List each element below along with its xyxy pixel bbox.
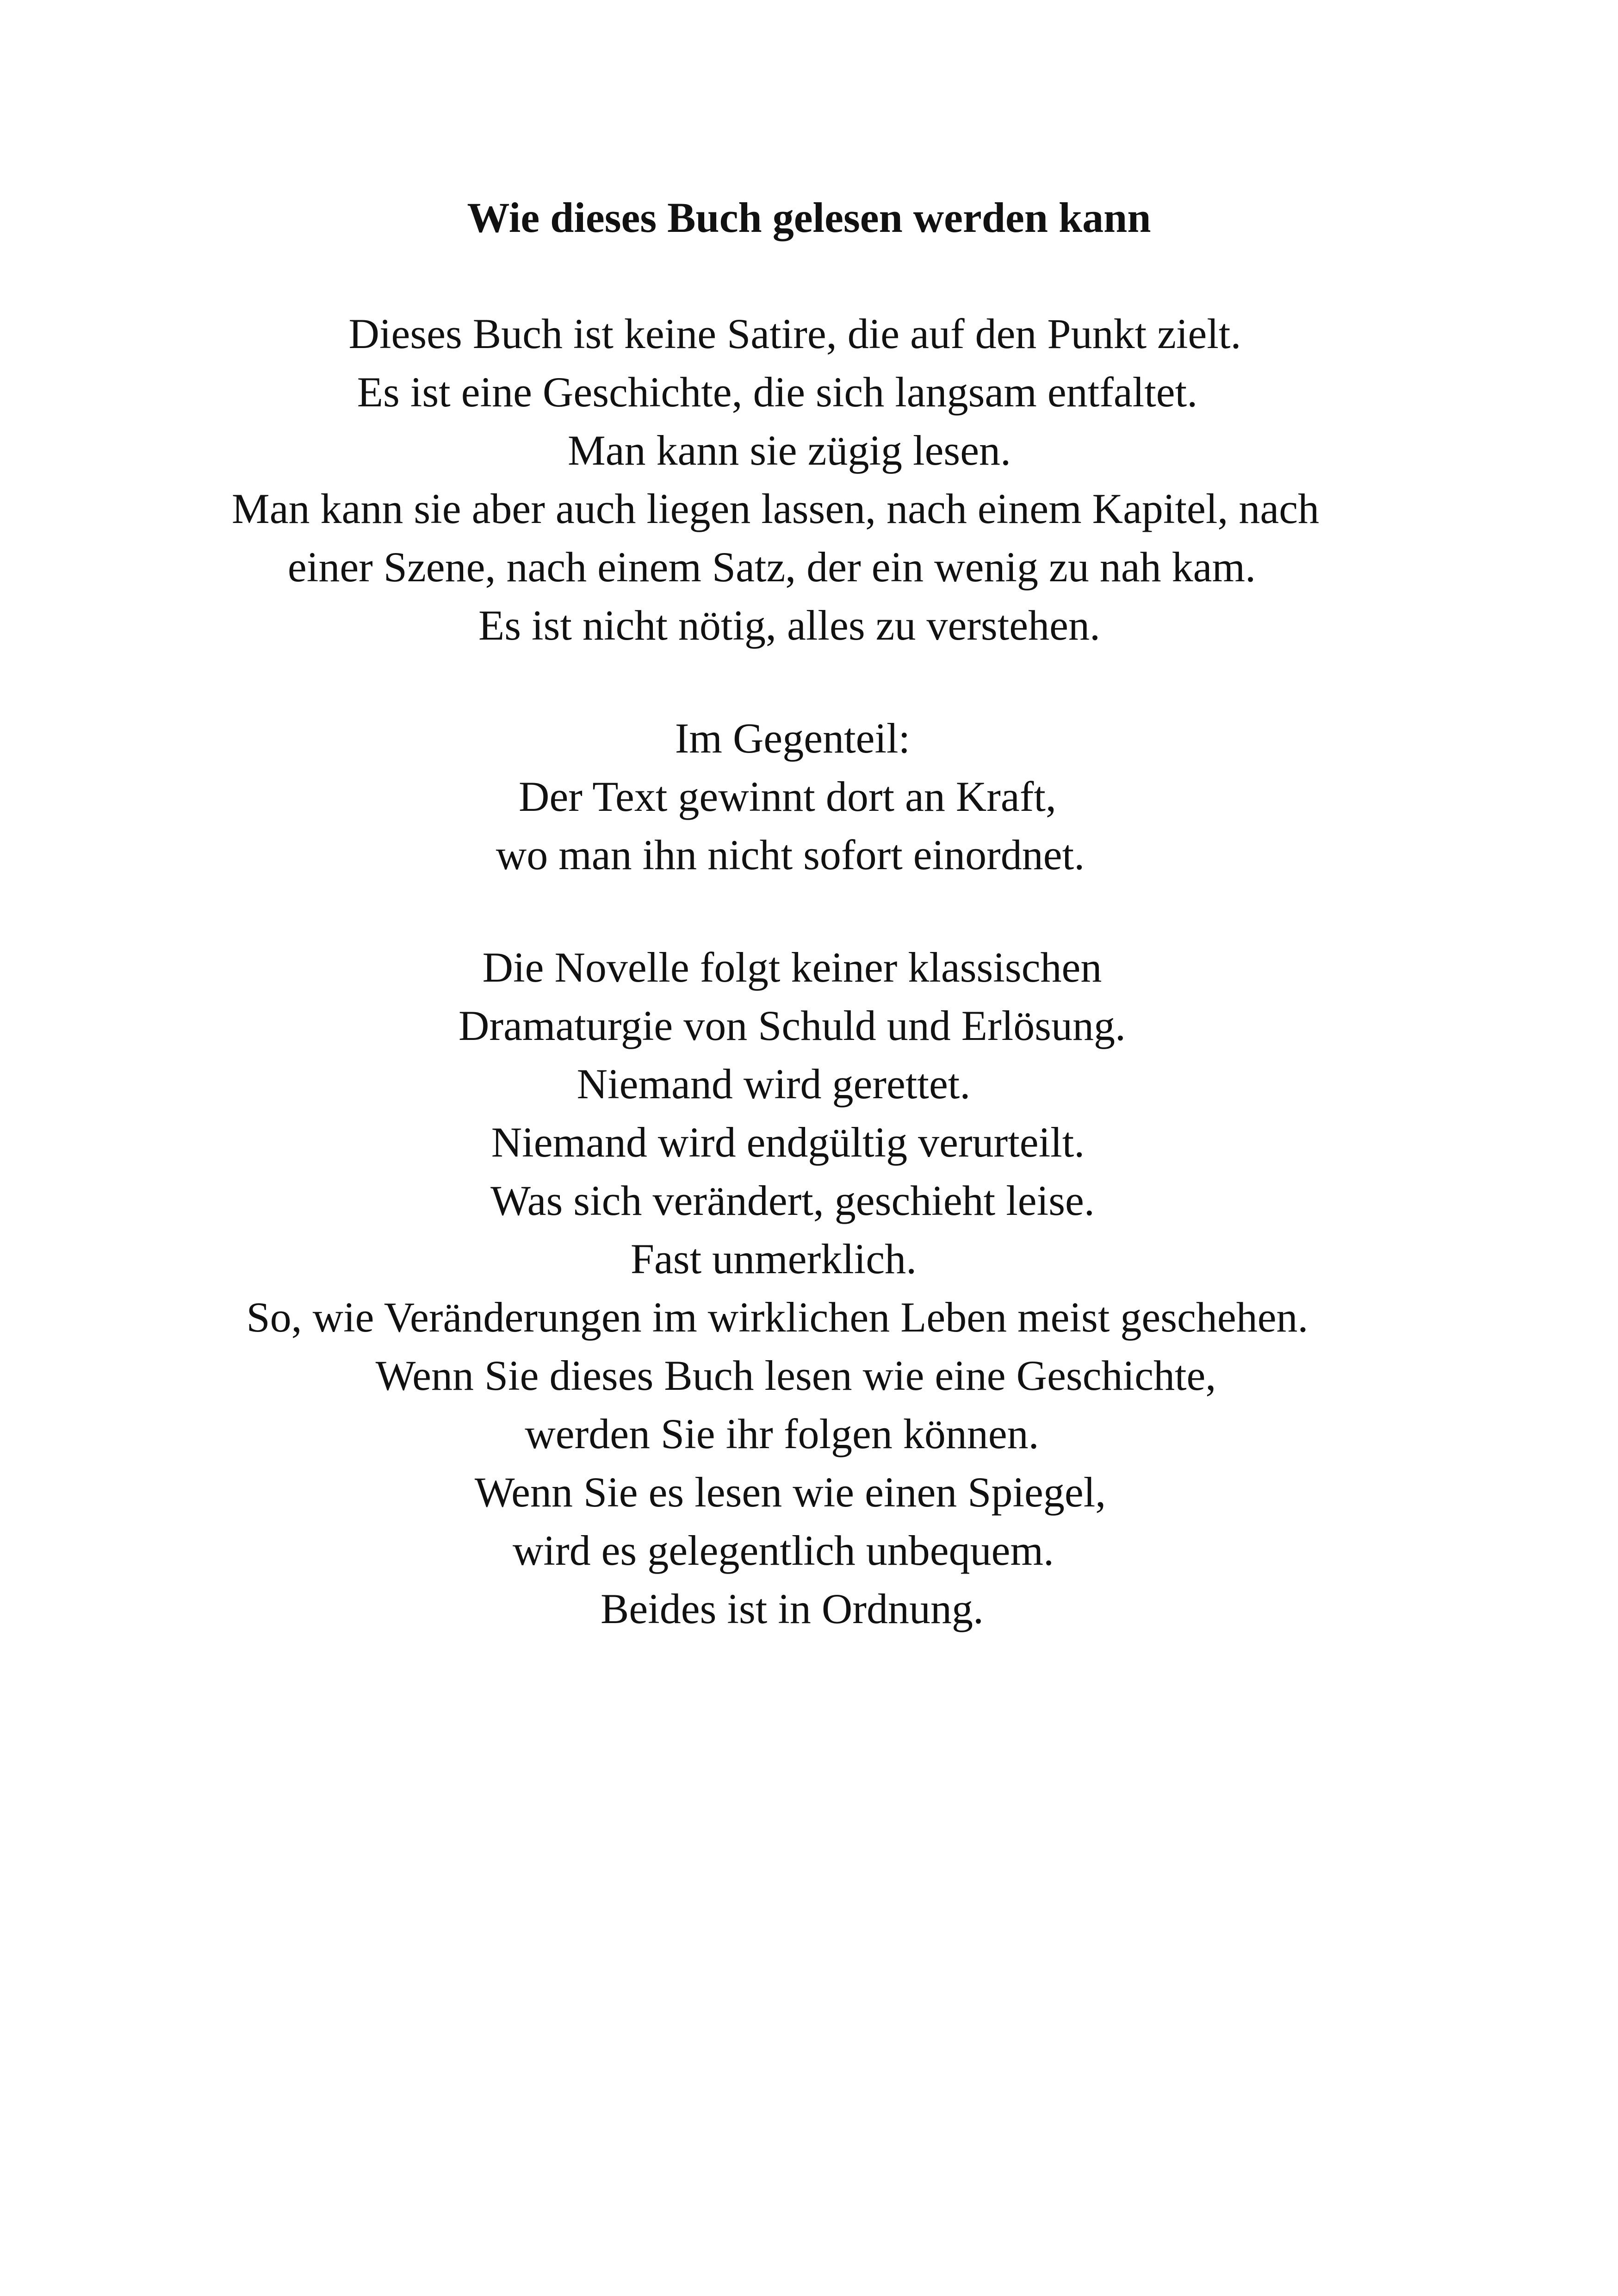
text-line: werden Sie ihr folgen können. bbox=[525, 1410, 1039, 1457]
text-line: Im Gegenteil: bbox=[675, 715, 911, 762]
text-line: wo man ihn nicht sofort einordnet. bbox=[496, 831, 1085, 878]
text-line: Dramaturgie von Schuld und Erlösung. bbox=[459, 1002, 1126, 1049]
text-line: Die Novelle folgt keiner klassischen bbox=[482, 944, 1102, 991]
page-title: Wie dieses Buch gelesen werden kann bbox=[467, 194, 1151, 241]
text-line: Der Text gewinnt dort an Kraft, bbox=[519, 773, 1056, 820]
text-line: Fast unmerklich. bbox=[630, 1235, 917, 1282]
text-line: Niemand wird endgültig verurteilt. bbox=[491, 1119, 1085, 1166]
text-line: wird es gelegentlich unbequem. bbox=[512, 1527, 1054, 1574]
text-line: Es ist eine Geschichte, die sich langsam entfaltet. bbox=[357, 368, 1198, 416]
text-line: So, wie Veränderungen im wirklichen Leben meist geschehen. bbox=[246, 1294, 1308, 1341]
text-line: Beides ist in Ordnung. bbox=[601, 1585, 984, 1632]
text-line: Man kann sie aber auch liegen lassen, nach einem Kapitel, nach bbox=[231, 485, 1320, 532]
text-line: Niemand wird gerettet. bbox=[577, 1060, 971, 1108]
text-line: einer Szene, nach einem Satz, der ein wenig zu nah kam. bbox=[287, 543, 1256, 591]
text-line: Es ist nicht nötig, alles zu verstehen. bbox=[478, 602, 1100, 649]
text-line: Dieses Buch ist keine Satire, die auf den Punkt zielt. bbox=[348, 310, 1241, 357]
text-line: Was sich verändert, geschieht leise. bbox=[490, 1177, 1095, 1224]
text-line: Wenn Sie es lesen wie einen Spiegel, bbox=[474, 1468, 1106, 1516]
text-line: Man kann sie zügig lesen. bbox=[567, 427, 1011, 474]
text-line: Wenn Sie dieses Buch lesen wie eine Geschichte, bbox=[375, 1352, 1216, 1399]
